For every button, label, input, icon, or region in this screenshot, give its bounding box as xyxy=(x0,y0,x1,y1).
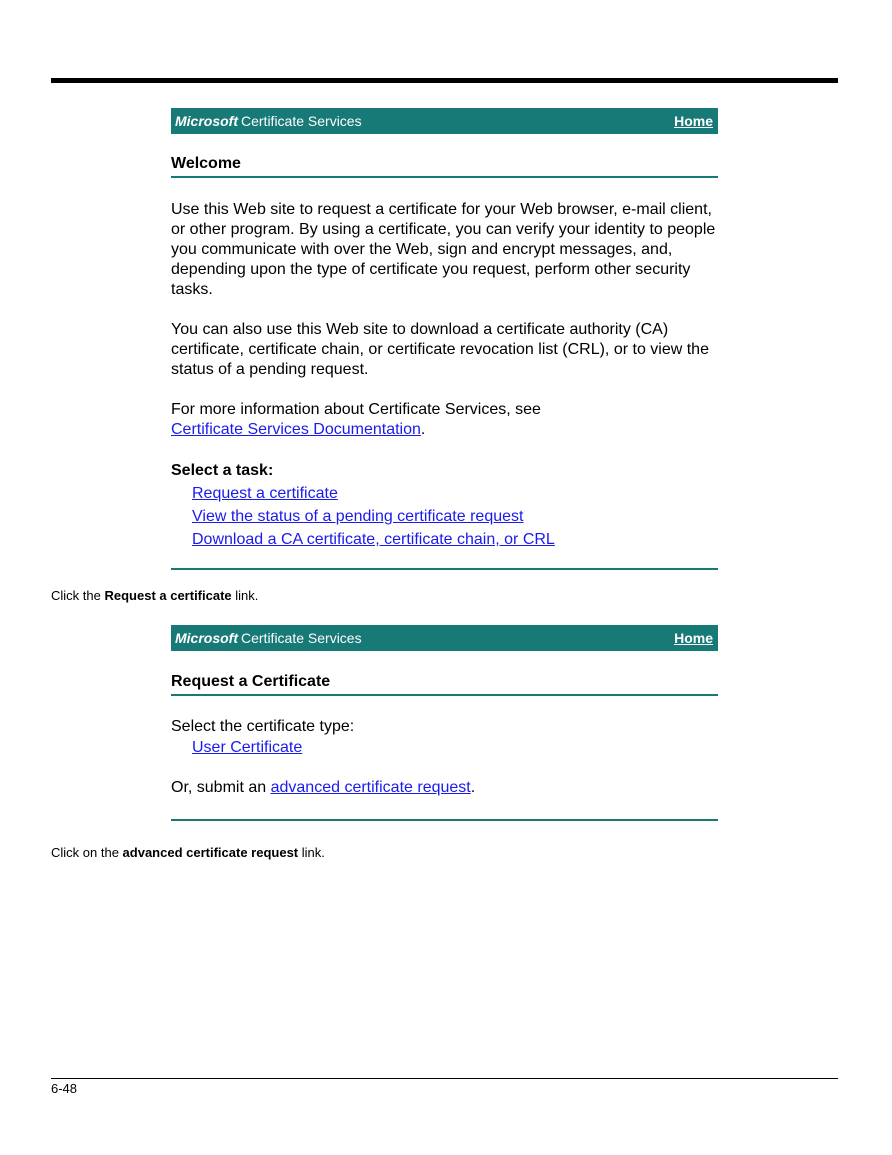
task-item xyxy=(192,528,718,551)
more-info-suffix: . xyxy=(420,421,426,438)
view-pending-request-link[interactable]: View the status of a pending certificate request xyxy=(192,508,524,525)
task-item xyxy=(192,482,718,505)
instruction-prefix: Click the xyxy=(51,588,101,603)
intro-paragraph: Use this Web site to request a certificate for your Web browser, e-mail client, or other program. By using a certificate, you can verify your identity to people you communicate with over the Web, sign and encrypt messages, and, depending upon the type of certificate you request, perform other security tasks. xyxy=(171,201,716,298)
submit-prefix: Or, submit an xyxy=(171,779,267,796)
instruction-suffix: link. xyxy=(235,588,259,603)
documentation-link[interactable]: Certificate Services Documentation xyxy=(171,421,421,438)
task-item xyxy=(192,505,718,528)
brand xyxy=(175,630,362,646)
download-paragraph: You can also use this Web site to download a certificate authority (CA) certificate, certificate chain, or certificate revocation list (CRL), or to view the status of a pending request. xyxy=(171,321,709,378)
brand-microsoft: Microsoft xyxy=(175,113,238,129)
page-number: 6-48 xyxy=(51,1081,78,1096)
page-title: Request a Certificate xyxy=(171,672,718,696)
brand-service-name: Certificate Services xyxy=(241,630,362,646)
request-certificate-link[interactable]: Request a certificate xyxy=(192,485,338,502)
instruction-suffix: link. xyxy=(301,845,325,860)
more-info-text: For more information about Certificate Services, see xyxy=(171,401,541,418)
brand-microsoft: Microsoft xyxy=(175,630,238,646)
instruction-prefix: Click on the xyxy=(51,845,119,860)
certificate-services-header xyxy=(171,625,718,651)
footer-rule xyxy=(51,1078,838,1079)
task-heading: Select a task: xyxy=(171,462,274,479)
submit-suffix: . xyxy=(470,779,476,796)
certificate-type-item xyxy=(171,737,718,759)
advanced-certificate-request-link[interactable]: advanced certificate request xyxy=(270,779,471,796)
more-info-paragraph xyxy=(171,400,718,440)
instruction-step xyxy=(51,845,325,861)
certificate-services-header xyxy=(171,108,718,134)
task-list xyxy=(171,482,718,551)
instruction-bold: Request a certificate xyxy=(104,588,232,603)
brand xyxy=(175,113,362,129)
welcome-screenshot xyxy=(171,108,718,570)
page-title: Welcome xyxy=(171,154,718,178)
brand-service-name: Certificate Services xyxy=(241,113,362,129)
instruction-bold: advanced certificate request xyxy=(122,845,299,860)
divider xyxy=(171,819,718,821)
divider xyxy=(171,568,718,570)
instruction-step xyxy=(51,588,258,604)
download-ca-certificate-link[interactable]: Download a CA certificate, certificate chain, or CRL xyxy=(192,531,555,548)
home-link[interactable]: Home xyxy=(674,630,713,646)
certificate-type-prompt: Select the certificate type: xyxy=(171,718,355,735)
user-certificate-link[interactable]: User Certificate xyxy=(192,739,303,756)
request-certificate-screenshot xyxy=(171,625,718,821)
advanced-request-paragraph xyxy=(171,778,718,798)
home-link[interactable]: Home xyxy=(674,113,713,129)
top-rule xyxy=(51,78,838,83)
